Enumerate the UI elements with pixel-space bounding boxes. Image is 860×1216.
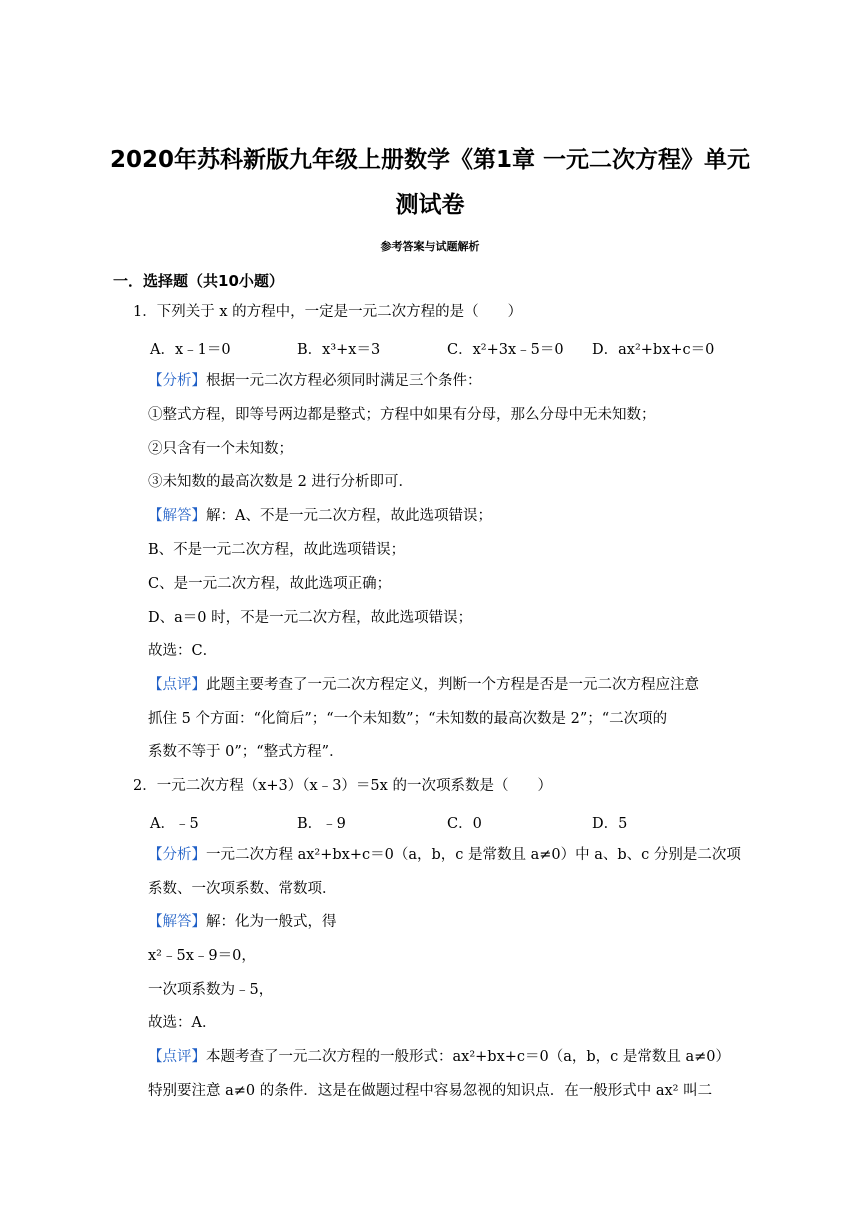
- q2-analysis-line1: 一元二次方程 ax²+bx+c＝0（a，b，c 是常数且 a≠0）中 a、b、c 分别是二次项: [206, 847, 741, 863]
- q1-stem: 1．下列关于 x 的方程中，一定是一元二次方程的是（ ）: [133, 304, 523, 320]
- q1-answer-line4: D、a＝0 时，不是一元二次方程，故此选项错误；: [148, 610, 473, 626]
- q2-analysis: [148, 845, 741, 865]
- answer-tag: 【解答】: [148, 508, 206, 524]
- q1-option-d: D．ax²+bx+c＝0: [592, 342, 715, 358]
- doc-subtitle: 参考答案与试题解析: [380, 240, 480, 253]
- analysis-tag: 【分析】: [148, 373, 206, 389]
- q1-answer-line2: B、不是一元二次方程，故此选项错误；: [148, 542, 406, 558]
- q2-stem: 2．一元二次方程（x+3）（x﹣3）＝5x 的一次项系数是（ ）: [133, 778, 552, 794]
- q1-answer: [148, 506, 492, 526]
- q2-comment: [148, 1047, 730, 1067]
- q2-option-b: B．﹣9: [297, 816, 346, 832]
- doc-title-line2: 测试卷: [395, 192, 465, 218]
- q1-condition-3: ③未知数的最高次数是 2 进行分析即可．: [148, 474, 413, 490]
- q2-answer-line4: 故选：A．: [148, 1015, 217, 1031]
- q2-answer-line1: 解：化为一般式，得: [206, 914, 337, 930]
- q2-analysis-line2: 系数、一次项系数、常数项．: [148, 881, 337, 897]
- q2-option-d: D．5: [592, 816, 628, 832]
- q1-comment: [148, 675, 699, 695]
- comment-tag: 【点评】: [148, 677, 206, 693]
- section-heading: 一．选择题（共10小题）: [113, 272, 284, 290]
- q2-option-a: A．﹣5: [150, 816, 199, 832]
- q1-answer-line1: 解：A、不是一元二次方程，故此选项错误；: [206, 508, 492, 524]
- q2-answer-line3: 一次项系数为﹣5，: [148, 982, 274, 998]
- q1-analysis: [148, 371, 482, 391]
- q2-answer: [148, 912, 337, 932]
- q1-comment-line2: 抓住 5 个方面：“化简后”；“一个未知数”；“未知数的最高次数是 2”；“二次项的: [148, 711, 668, 727]
- q2-comment-line1: 本题考查了一元二次方程的一般形式：ax²+bx+c＝0（a，b，c 是常数且 a≠0）: [206, 1049, 731, 1065]
- q1-condition-2: ②只含有一个未知数；: [148, 441, 293, 457]
- q1-answer-line5: 故选：C．: [148, 643, 218, 659]
- q2-option-c: C．0: [447, 816, 482, 832]
- q1-analysis-text: 根据一元二次方程必须同时满足三个条件：: [206, 373, 482, 389]
- q1-answer-line3: C、是一元二次方程，故此选项正确；: [148, 576, 392, 592]
- q1-condition-1: ①整式方程，即等号两边都是整式；方程中如果有分母，那么分母中无未知数；: [148, 407, 656, 423]
- comment-tag: 【点评】: [148, 1049, 206, 1065]
- q1-option-b: B．x³+x＝3: [297, 342, 381, 358]
- q1-option-a: A．x﹣1＝0: [150, 342, 231, 358]
- q2-answer-line2: x²﹣5x﹣9＝0，: [148, 948, 256, 964]
- q1-option-c: C．x²+3x﹣5＝0: [447, 342, 564, 358]
- answer-tag: 【解答】: [148, 914, 206, 930]
- doc-title-line1: 2020年苏科新版九年级上册数学《第1章 一元二次方程》单元: [109, 147, 751, 173]
- q1-comment-line3: 系数不等于 0”；“整式方程”．: [148, 744, 344, 760]
- q1-comment-line1: 此题主要考查了一元二次方程定义，判断一个方程是否是一元二次方程应注意: [206, 677, 699, 693]
- analysis-tag: 【分析】: [148, 847, 206, 863]
- q2-comment-line2: 特别要注意 a≠0 的条件．这是在做题过程中容易忽视的知识点．在一般形式中 ax² 叫二: [148, 1083, 713, 1099]
